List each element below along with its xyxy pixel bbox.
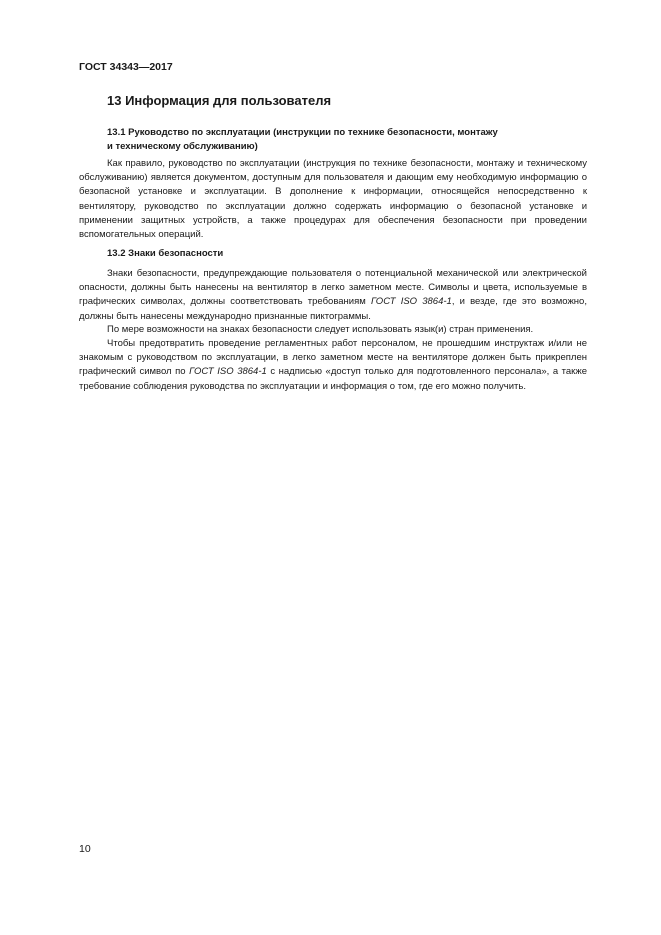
section-title: 13 Информация для пользователя xyxy=(107,93,332,108)
subsection-2-paragraph-1: Знаки безопасности, предупреждающие пользователя о потенциальной механической или электрической опасности, должны быть нанесены на вентилятор в легко заметном месте. Символы и цвета, используемые в графических символах, должны соответствовать требованиям ГОСТ ISO 3864-1, и везде, где это возможно, должны быть нанесены международно признанные пиктограммы. xyxy=(79,268,587,322)
page-number: 10 xyxy=(79,843,91,855)
subsection-1-paragraph: Как правило, руководство по эксплуатации (инструкция по технике безопасности, монтажу и техническому обслуживанию) является документом, доступным для пользователя и дающим ему необходимую информацию о безопасной установке и эксплуатации. В дополнение к информации, относящейся непосредственно к вентилятору, руководство по эксплуатации должно содержать информацию о безопасной установке и применении защитных устройств, а также процедурах для обеспечения безопасности при проведении вспомогательных операций. xyxy=(79,158,587,241)
subsection-1-title-line2: и техническому обслуживанию) xyxy=(107,141,258,152)
subsection-2-paragraph-2: По мере возможности на знаках безопасности следует использовать язык(и) стран применения. xyxy=(107,324,534,335)
standard-reference: ГОСТ ISO 3864-1 xyxy=(370,296,452,308)
subsection-2-title: 13.2 Знаки безопасности xyxy=(107,248,224,259)
subsection-2-paragraph-3: Чтобы предотвратить проведение регламентных работ персоналом, не прошедшим инструктаж и/или не знакомым с руководством по эксплуатации, в легко заметном месте на вентиляторе должен быть прикреплен графический символ по ГОСТ ISO 3864-1 с надписью «доступ только для подготовленного персонала», а также требование соблюдения руководства по эксплуатации и информация о том, где его можно получить. xyxy=(79,338,587,392)
standard-reference: ГОСТ ISO 3864-1 xyxy=(189,366,267,378)
subsection-1-title-line1: 13.1 Руководство по эксплуатации (инструкции по технике безопасности, монтажу xyxy=(107,127,498,138)
subsection-1-title xyxy=(107,126,498,154)
document-header: ГОСТ 34343—2017 xyxy=(79,61,173,73)
